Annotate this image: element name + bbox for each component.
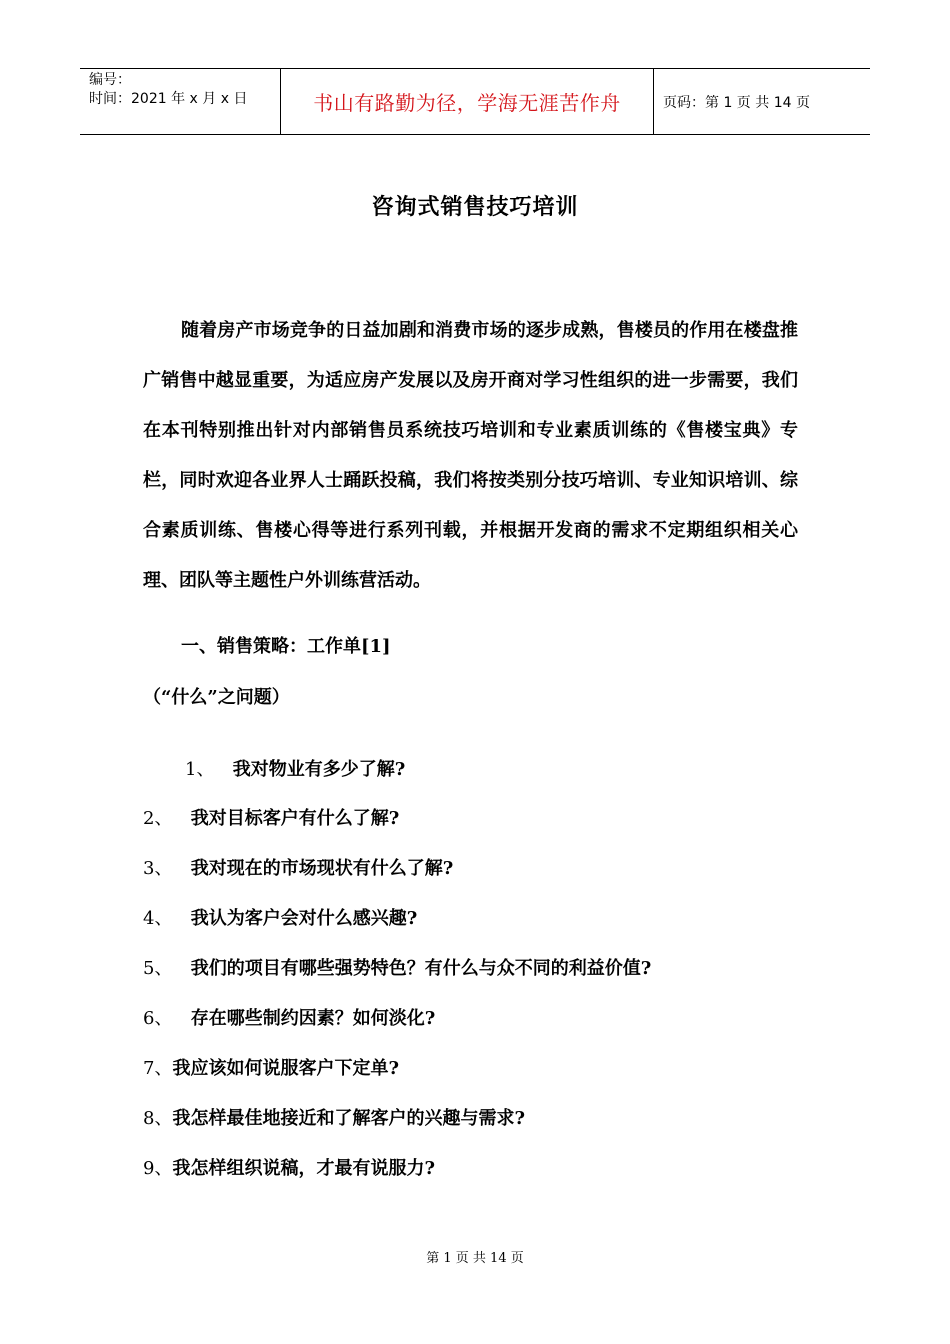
question-text: 我认为客户会对什么感兴趣? — [190, 908, 418, 929]
question-number: 8、 — [143, 1108, 173, 1129]
question-text: 我对现在的市场现状有什么了解? — [190, 858, 454, 879]
question-text: 我应该如何说服客户下定单? — [172, 1058, 399, 1079]
question-item — [143, 804, 399, 830]
question-text: 我们的项目有哪些强势特色？有什么与众不同的利益价值? — [190, 958, 652, 979]
page-footer: 第 1 页 共 14 页 — [426, 1251, 524, 1266]
question-text: 我怎样组织说稿，才最有说服力? — [172, 1158, 435, 1179]
section-subheading: （“什么”之问题） — [143, 687, 290, 708]
question-item — [143, 1104, 525, 1130]
header-motto-cell — [281, 69, 654, 134]
question-item — [143, 854, 453, 880]
question-number: 6、 — [143, 1008, 173, 1029]
question-number: 7、 — [143, 1058, 173, 1079]
question-number: 3、 — [143, 858, 173, 879]
question-item — [143, 1004, 435, 1030]
question-number: 5、 — [143, 958, 173, 979]
date-line: 时间：2021 年 x 月 x 日 — [89, 91, 248, 107]
question-item — [143, 1054, 399, 1080]
motto-text: 书山有路勤为径，学海无涯苦作舟 — [313, 91, 621, 115]
section-heading: 一、销售策略：工作单[1] — [181, 636, 391, 657]
question-text: 我怎样最佳地接近和了解客户的兴趣与需求? — [172, 1108, 525, 1129]
question-item — [143, 904, 417, 930]
header-page-info-cell — [654, 69, 870, 134]
question-number: 1、 — [185, 759, 215, 780]
question-item — [143, 954, 651, 980]
question-item — [185, 755, 405, 781]
document-header-table — [80, 68, 870, 135]
page-info: 页码：第 1 页 共 14 页 — [663, 94, 810, 111]
intro-paragraph: 随着房产市场竞争的日益加剧和消费市场的逐步成熟，售楼员的作用在楼盘推广销售中越显重要，为适应房产发展以及房开商对学习性组织的进一步需要，我们在本刊特别推出针对内部销售员系统技巧培训和专业素质训练的《售楼宝典》专栏，同时欢迎各业界人士踊跃投稿，我们将按类别分技巧培训、专业知识培训、综合素质训练、售楼心得等进行系列刊载，并根据开发商的需求不定期组织相关心理、团队等主题性户外训练营活动。 — [143, 320, 798, 591]
question-number: 9、 — [143, 1158, 173, 1179]
question-text: 我对物业有多少了解? — [232, 759, 406, 780]
question-text: 我对目标客户有什么了解? — [190, 808, 400, 829]
number-label: 编号： — [89, 72, 131, 88]
question-number: 2、 — [143, 808, 173, 829]
question-item — [143, 1154, 435, 1180]
question-text: 存在哪些制约因素？如何淡化? — [190, 1008, 436, 1029]
question-number: 4、 — [143, 908, 173, 929]
document-title: 咨询式销售技巧培训 — [371, 194, 579, 220]
header-meta-cell — [80, 69, 281, 134]
